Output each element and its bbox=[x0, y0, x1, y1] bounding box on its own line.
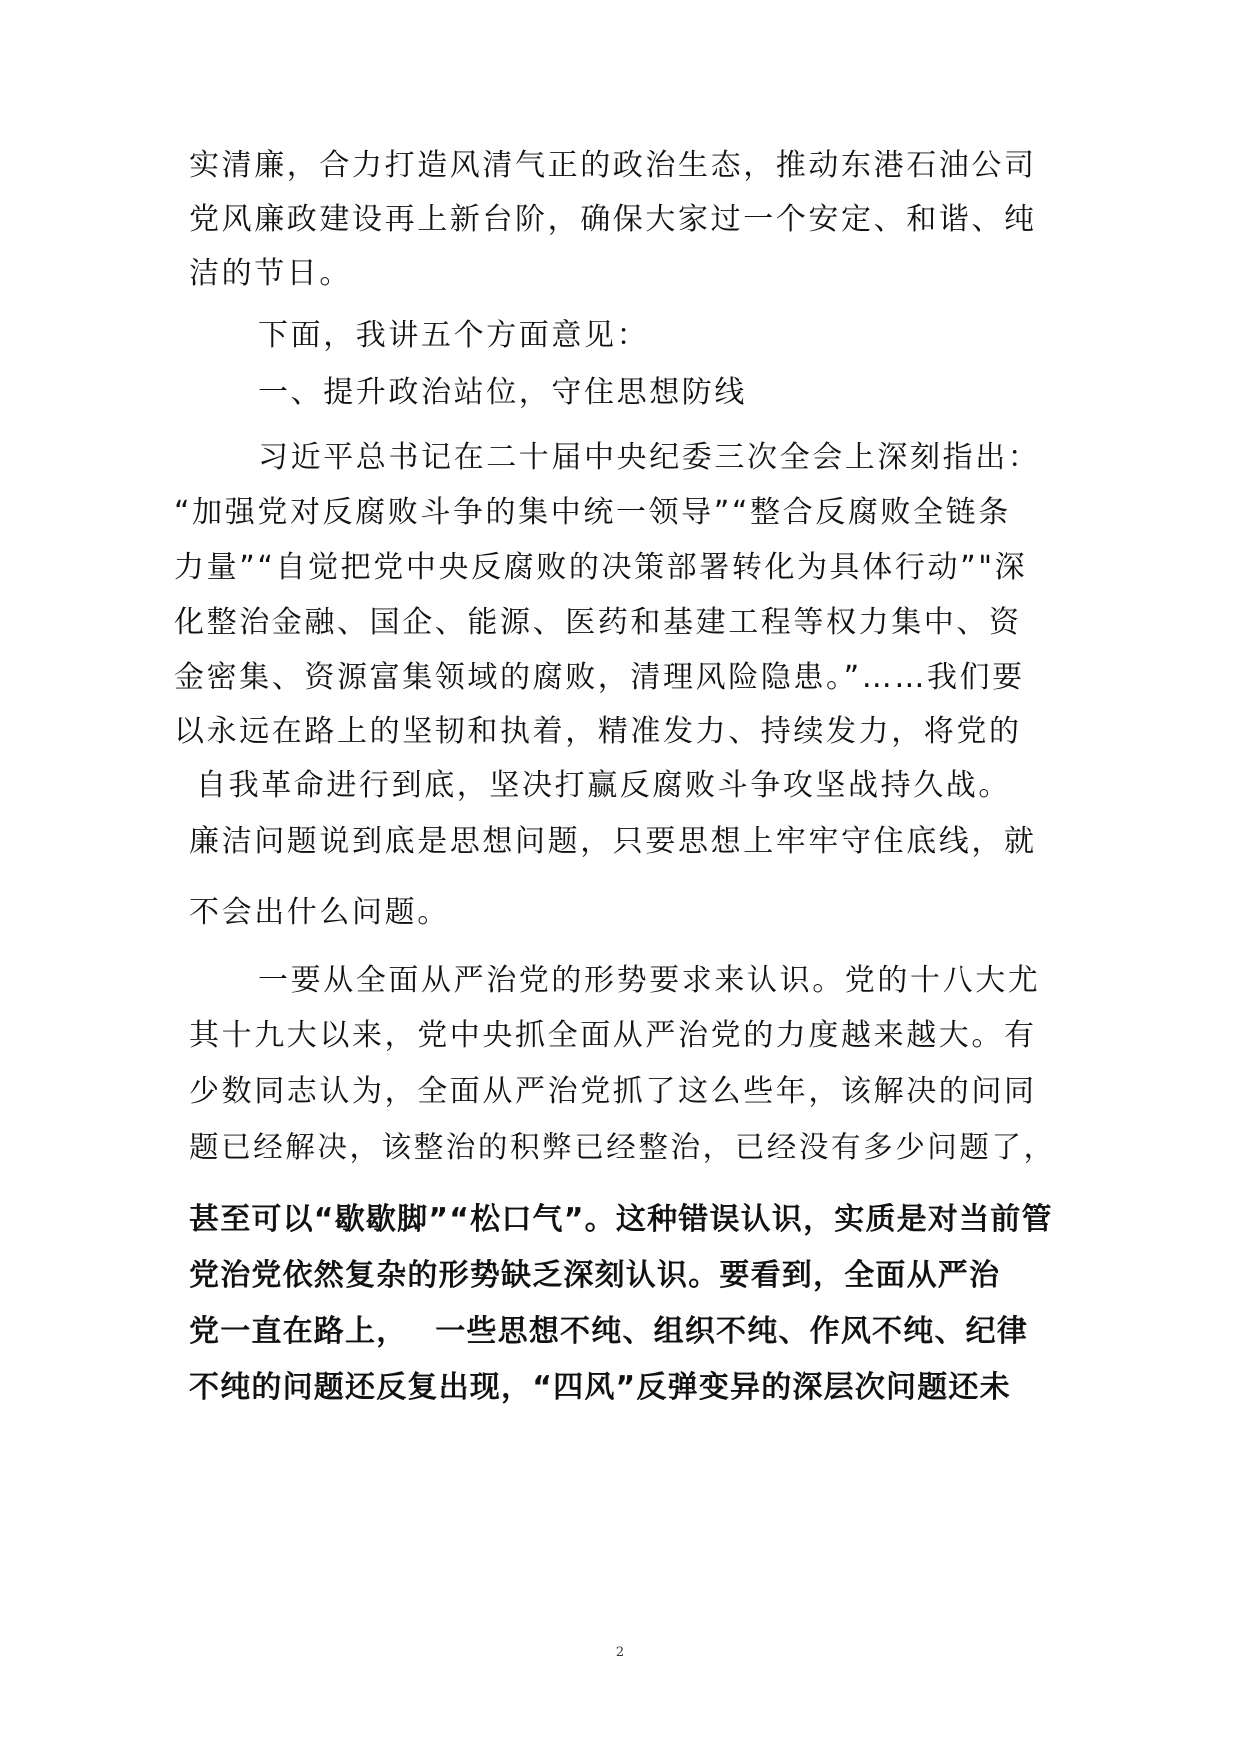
text-line: 自我革命进行到底，坚决打赢反腐败斗争攻坚战持久战。 bbox=[196, 768, 1011, 803]
section-heading: 一、提升政治站位，守住思想防线 bbox=[258, 375, 747, 410]
bold-text-line: 甚至可以“歇歇脚”“松口气”。这种错误认识，实质是对当前管 bbox=[189, 1202, 1053, 1237]
bold-text-line: 党治党依然复杂的形势缺乏深刻认识。要看到，全面从严治 bbox=[189, 1258, 1001, 1293]
text-line: 一要从全面从严治党的形势要求来认识。党的十八大尤 bbox=[258, 963, 1041, 998]
text-line: 不会出什么问题。 bbox=[189, 895, 450, 930]
text-line: 少数同志认为，全面从严治党抓了这么些年，该解决的问同 bbox=[189, 1074, 1037, 1109]
text-line: 化整治金融、国企、能源、医药和基建工程等权力集中、资 bbox=[174, 605, 1022, 640]
text-line: 下面，我讲五个方面意见： bbox=[258, 318, 650, 353]
bold-text-line: 党一直在路上， 一些思想不纯、组织不纯、作风不纯、纪律 bbox=[189, 1314, 1029, 1349]
bold-text-line: 不纯的问题还反复出现，“四风”反弹变异的深层次问题还未 bbox=[189, 1370, 1011, 1405]
page-number: 2 bbox=[615, 1645, 625, 1660]
text-line: 其十九大以来，党中央抓全面从严治党的力度越来越大。有 bbox=[189, 1018, 1037, 1053]
text-line: 廉洁问题说到底是思想问题，只要思想上牢牢守住底线，就 bbox=[189, 824, 1037, 859]
text-line: 实清廉，合力打造风清气正的政治生态，推动东港石油公司 bbox=[189, 148, 1037, 183]
text-line: 力量”“自觉把党中央反腐败的决策部署转化为具体行动”"深 bbox=[174, 550, 1028, 585]
text-line: “加强党对反腐败斗争的集中统一领导”“整合反腐败全链条 bbox=[174, 495, 1011, 530]
text-line: 以永远在路上的坚韧和执着，精准发力、持续发力，将党的 bbox=[174, 714, 1022, 749]
text-line: 习近平总书记在二十届中央纪委三次全会上深刻指出： bbox=[258, 440, 1041, 475]
text-line: 洁的节日。 bbox=[189, 256, 352, 291]
text-line: 党风廉政建设再上新台阶，确保大家过一个安定、和谐、纯 bbox=[189, 202, 1037, 237]
text-line: 题已经解决，该整治的积弊已经整治，已经没有多少问题了， bbox=[189, 1130, 1056, 1164]
text-line: 金密集、资源富集领域的腐败，清理风险隐患。”……我们要 bbox=[174, 660, 1025, 695]
